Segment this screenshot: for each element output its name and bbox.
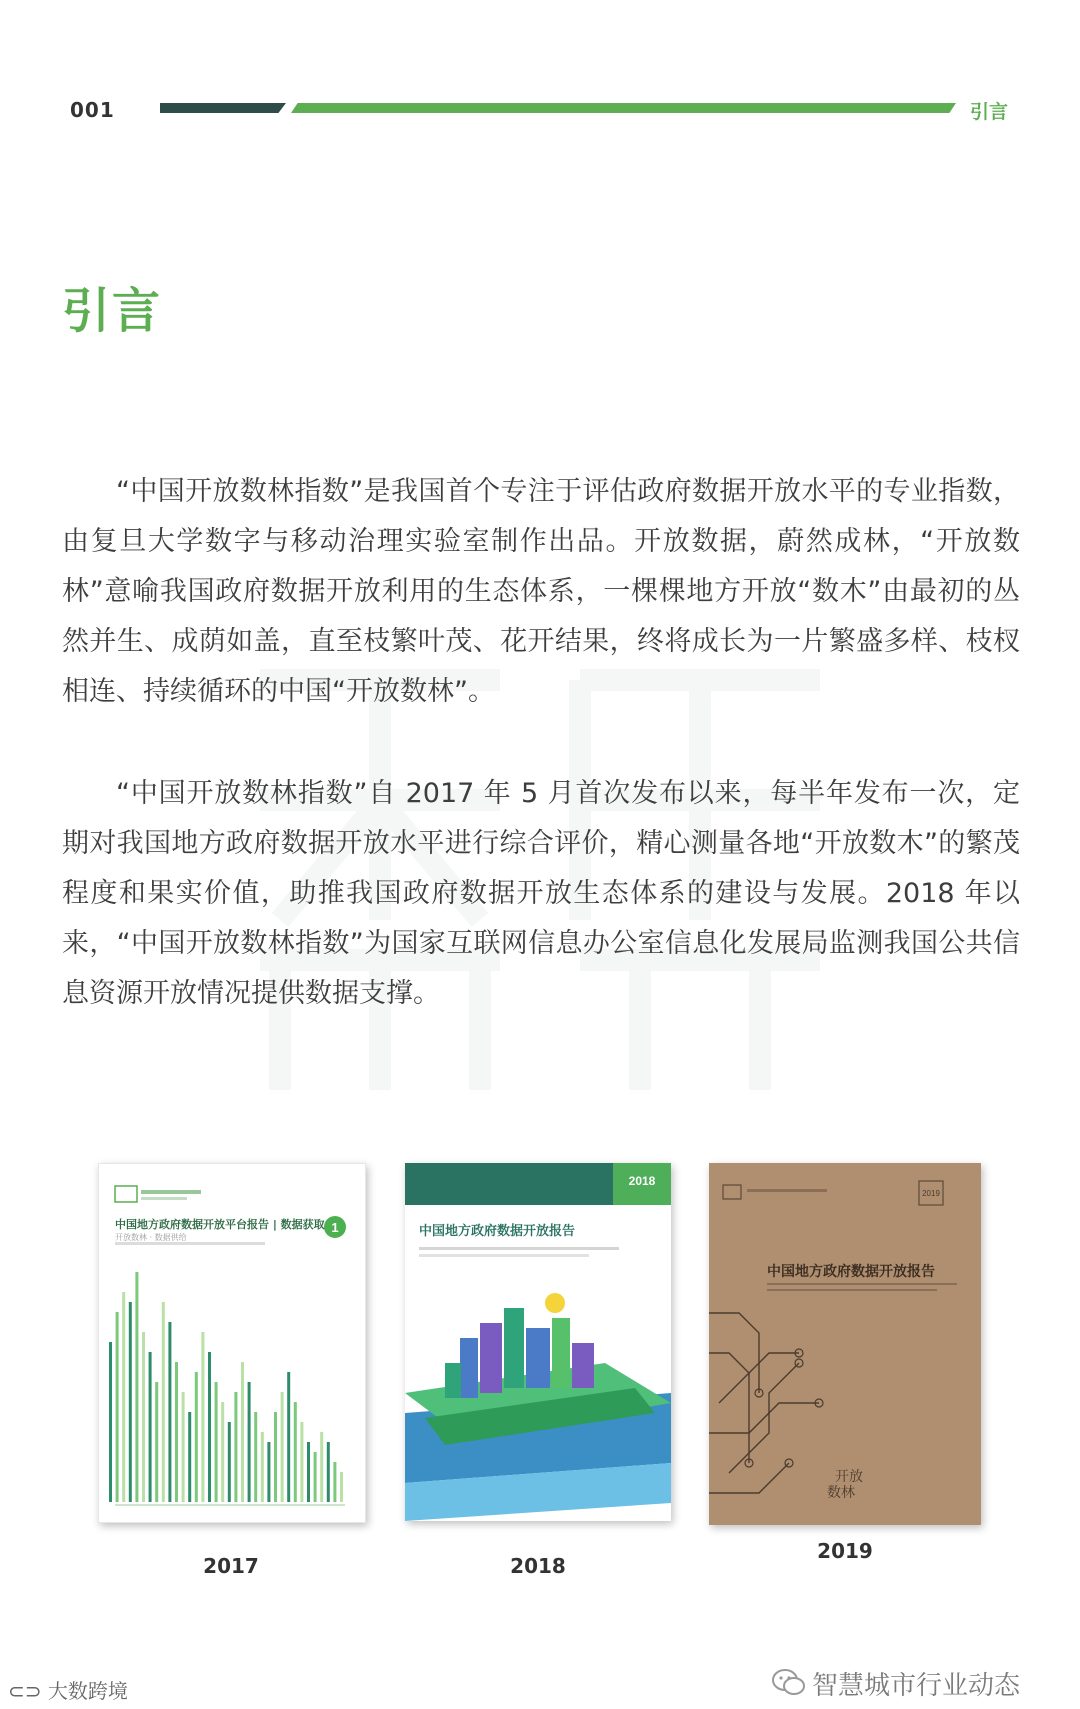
cover-decor-bar	[168, 1322, 171, 1502]
source-left-text: 大数跨境	[47, 1679, 128, 1703]
cover-decor-bar	[122, 1292, 125, 1502]
cover-decor-bar	[109, 1342, 112, 1502]
page-number: 001	[70, 98, 115, 122]
report-cover-2019	[709, 1163, 981, 1525]
intro-paragraph-2: “中国开放数林指数”自 2017 年 5 月首次发布以来，每半年发布一次，定期对我国地方政府数据开放水平进行综合评价，精心测量各地“开放数木”的繁茂程度和果实价值，助推我国政府数据开放生态体系的建设与发展。2018 年以来，“中国开放数林指数”为国家互联网信息办公室信息化发展局监测我国公共信息资源开放情况提供数据支撑。	[62, 778, 1020, 1009]
cover-decor-bar	[261, 1432, 264, 1502]
cover-decor-bar	[162, 1302, 165, 1502]
cover-decor-bar	[155, 1382, 158, 1502]
cover-decor-bar	[195, 1372, 198, 1502]
page-header	[0, 0, 1080, 140]
cover-decor-bar	[327, 1442, 330, 1502]
cover-decor-bar	[135, 1272, 138, 1502]
cover-decor-bar	[340, 1472, 343, 1502]
header-bar-green	[291, 103, 956, 113]
year-label-2019: 2019	[817, 1539, 873, 1563]
svg-text:1: 1	[331, 1220, 339, 1235]
cover-decor-bar	[287, 1372, 290, 1502]
cover-decor-bar	[300, 1422, 303, 1502]
svg-text:数林: 数林	[827, 1485, 855, 1501]
cover-decor-bar	[149, 1352, 152, 1502]
section-tag: 引言	[970, 101, 1009, 123]
cover-decor-bar	[188, 1412, 191, 1502]
cover-decor-bar	[142, 1332, 145, 1502]
cover-decor-bar	[307, 1442, 310, 1502]
cover-decor-bar	[267, 1442, 270, 1502]
cover-title-2018: 中国地方政府数据开放报告	[419, 1224, 576, 1239]
cover-decor-bar	[241, 1362, 244, 1502]
cover-decor-bar	[248, 1382, 251, 1502]
report-cover-2018	[405, 1163, 671, 1521]
cover-decor-bar	[281, 1392, 284, 1502]
cover-decor-bar	[314, 1452, 317, 1502]
cover-decor-bar	[175, 1362, 178, 1502]
cover-title-2017: 中国地方政府数据开放平台报告 | 数据获取	[115, 1218, 325, 1231]
cover-decor-bar	[116, 1312, 119, 1502]
cover-subtitle-2017: 开放数林 · 数据供给	[115, 1233, 187, 1242]
year-label-2017: 2017	[203, 1554, 259, 1578]
cover-2019-art	[709, 1163, 981, 1525]
wechat-icon	[772, 1668, 806, 1698]
link-icon: ⊂⊃	[8, 1679, 48, 1703]
cover-decor-bar	[221, 1402, 224, 1502]
cover-decor-bar	[215, 1382, 218, 1502]
cover-decor-bar	[320, 1432, 323, 1502]
cover-decor-bar	[234, 1392, 237, 1502]
source-right-text: 智慧城市行业动态	[812, 1671, 1021, 1701]
cover-2018-art	[405, 1163, 671, 1521]
cover-decor-bar	[208, 1352, 211, 1502]
cover-decor-bar	[333, 1462, 336, 1502]
cover-title-2019: 中国地方政府数据开放报告	[767, 1264, 935, 1280]
cover-decor-bar	[182, 1392, 185, 1502]
svg-text:2019: 2019	[922, 1189, 940, 1198]
svg-text:2018: 2018	[628, 1174, 656, 1188]
cover-decor-bar	[274, 1412, 277, 1502]
page-title: 引言	[62, 283, 163, 339]
source-right	[812, 1665, 1020, 1702]
cover-decor-bar	[294, 1402, 297, 1502]
cover-decor-bar	[228, 1422, 231, 1502]
svg-text:开放: 开放	[835, 1469, 863, 1485]
source-left	[8, 1675, 128, 1704]
cover-decor-bar	[201, 1332, 204, 1502]
report-cover-2017	[98, 1163, 366, 1523]
cover-decor-bar	[254, 1412, 257, 1502]
header-bar-dark	[160, 103, 286, 113]
year-label-2018: 2018	[510, 1554, 566, 1578]
intro-paragraph-1: “中国开放数林指数”是我国首个专注于评估政府数据开放水平的专业指数，由复旦大学数字与移动治理实验室制作出品。开放数据，蔚然成林，“开放数林”意喻我国政府数据开放利用的生态体系，一棵棵地方开放“数木”由最初的丛然并生、成荫如盖，直至枝繁叶茂、花开结果，终将成长为一片繁盛多样、枝杈相连、持续循环的中国“开放数林”。	[62, 476, 1020, 707]
cover-decor-bar	[129, 1302, 132, 1502]
